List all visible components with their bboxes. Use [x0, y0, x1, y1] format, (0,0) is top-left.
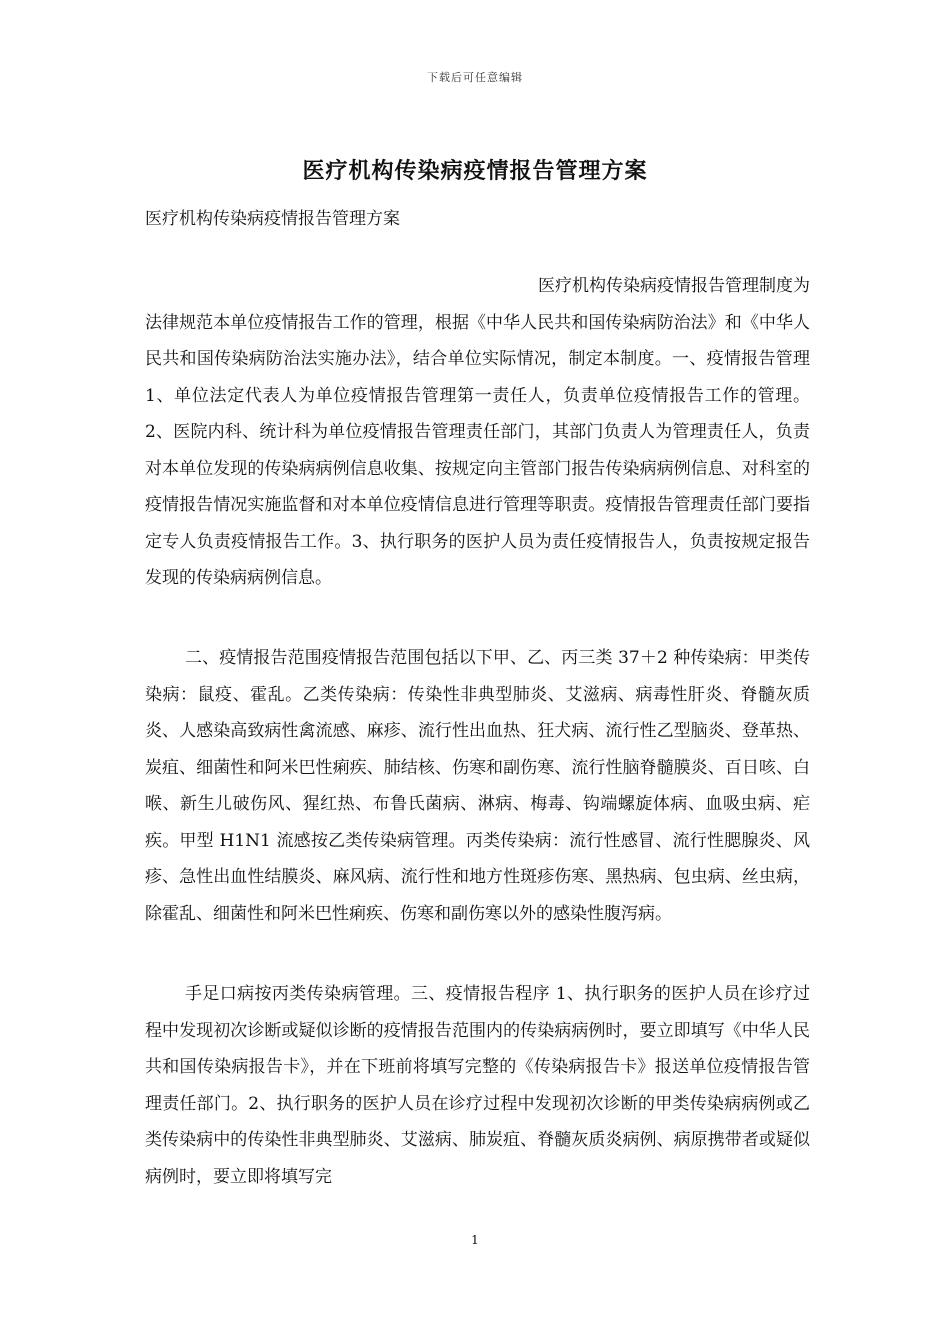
- paragraph-3: 手足口病按丙类传染病管理。三、疫情报告程序 1、执行职务的医护人员在诊疗过程中发现初次诊断或疑似诊断的疫情报告范围内的传染病病例时，要立即填写《中华人民共和国传染病报告卡》，并在下班前将填写完整的《传染病报告卡》报送单位疫情报告管理责任部门。2、执行职务的医护人员在诊疗过程中发现初次诊断的甲类传染病病例或乙类传染病中的传染性非典型肺炎、艾滋病、肺炭疽、脊髓灰质炎病例、病原携带者或疑似病例时，要立即将填写完: [145, 984, 810, 1187]
- paragraph-1-lead: 医疗机构传染病疫情报告管理制度为: [538, 276, 810, 296]
- paragraph-1: [145, 268, 810, 597]
- document-subtitle: 医疗机构传染病疫情报告管理方案: [145, 209, 400, 229]
- document-title: 医疗机构传染病疫情报告管理方案: [302, 158, 648, 184]
- paragraph-2: 二、疫情报告范围疫情报告范围包括以下甲、乙、丙三类 37＋2 种传染病：甲类传染病：鼠疫、霍乱。乙类传染病：传染性非典型肺炎、艾滋病、病毒性肝炎、脊髓灰质炎、人感染高致病性禽流感、麻疹、流行性出血热、狂犬病、流行性乙型脑炎、登革热、炭疽、细菌性和阿米巴性痢疾、肺结核、伤寒和副伤寒、流行性脑脊髓膜炎、百日咳、白喉、新生儿破伤风、猩红热、布鲁氏菌病、淋病、梅毒、钩端螺旋体病、血吸虫病、疟疾。甲型 H1N1 流感按乙类传染病管理。丙类传染病：流行性感冒、流行性腮腺炎、风疹、急性出血性结膜炎、麻风病、流行性和地方性斑疹伤寒、黑热病、包虫病、丝虫病，除霍乱、细菌性和阿米巴性痢疾、伤寒和副伤寒以外的感染性腹泻病。: [145, 648, 810, 924]
- page-number: 1: [471, 1233, 479, 1247]
- header-note: 下载后可任意编辑: [427, 71, 523, 84]
- paragraph-1-text: 法律规范本单位疫情报告工作的管理，根据《中华人民共和国传染病防治法》和《中华人民共和国传染病防治法实施办法》，结合单位实际情况，制定本制度。一、疫情报告管理 1、单位法定代表人为单位疫情报告管理第一责任人，负责单位疫情报告工作的管理。2、医院内科、统计科为单位疫情报告管理责任部门，其部门负责人为管理责任人，负责对本单位发现的传染病病例信息收集、按规定向主管部门报告传染病病例信息、对科室的疫情报告情况实施监督和对本单位疫情信息进行管理等职责。疫情报告管理责任部门要指定专人负责疫情报告工作。3、执行职务的医护人员为责任疫情报告人，负责按规定报告发现的传染病病例信息。: [145, 312, 810, 588]
